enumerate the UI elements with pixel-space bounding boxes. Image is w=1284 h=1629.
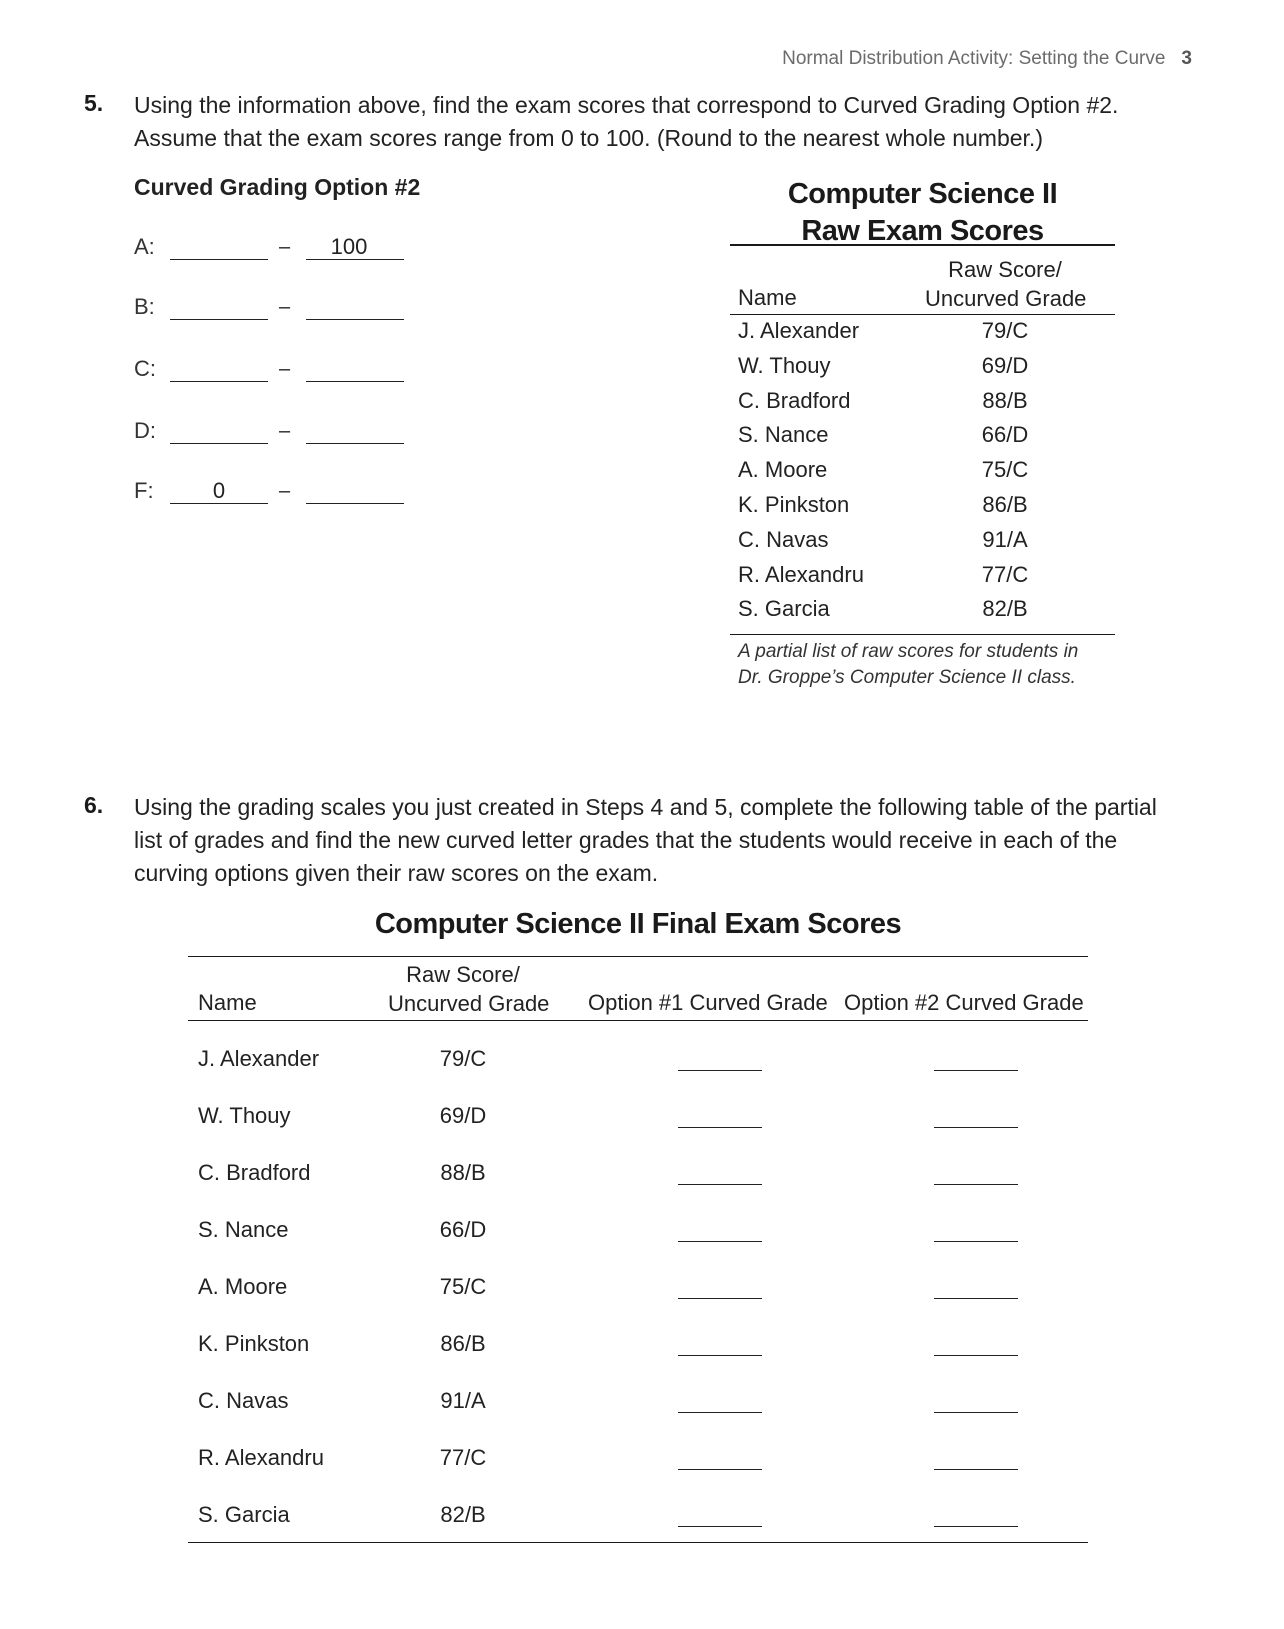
final-table-row <box>188 1160 1088 1200</box>
option-2-grade-blank[interactable] <box>934 1469 1018 1470</box>
grade-high-blank[interactable] <box>306 319 404 320</box>
grade-label: A: <box>134 234 155 259</box>
question-5-number: 5. <box>84 90 104 116</box>
raw-table-row <box>730 457 1115 491</box>
student-name: R. Alexandru <box>198 1445 324 1470</box>
grade-range-dash: – <box>279 358 291 380</box>
final-table-header-option-1: Option #1 Curved Grade <box>588 990 828 1015</box>
final-table-header-name: Name <box>198 990 257 1015</box>
student-name: S. Garcia <box>738 596 830 622</box>
raw-table-title-line-2: Raw Exam Scores <box>801 215 1044 247</box>
question-6-line-2: list of grades and find the new curved letter grades that the students would receive in each of the <box>134 827 1118 853</box>
student-name: J. Alexander <box>198 1046 320 1071</box>
header-title: Normal Distribution Activity: Setting the Curve <box>782 48 1166 69</box>
student-name: C. Bradford <box>198 1160 311 1185</box>
final-table-top-rule <box>188 956 1088 957</box>
question-6-line-3: curving options given their raw scores on the exam. <box>134 860 659 886</box>
grade-high-value: 100 <box>330 234 368 259</box>
grade-high-blank[interactable] <box>306 503 404 504</box>
grade-label: F: <box>134 478 154 503</box>
raw-score: 91/A <box>982 526 1028 552</box>
raw-table-title <box>730 176 1115 250</box>
student-name: W. Thouy <box>198 1103 291 1128</box>
grade-low-blank[interactable] <box>170 381 268 382</box>
raw-score: 88/B <box>982 387 1028 413</box>
grade-low-blank[interactable] <box>170 259 268 260</box>
raw-score: 86/B <box>440 1331 486 1356</box>
final-table-row <box>188 1388 1088 1428</box>
grade-high-blank[interactable] <box>306 443 404 444</box>
student-name: C. Navas <box>738 526 829 552</box>
student-name: K. Pinkston <box>198 1331 310 1356</box>
option-1-grade-blank[interactable] <box>678 1412 762 1413</box>
raw-score: 86/B <box>982 492 1028 517</box>
raw-table-header-score <box>925 255 1085 313</box>
grade-range-dash: – <box>279 420 291 442</box>
raw-table-caption-line-1: A partial list of raw scores for students in <box>738 641 1079 662</box>
final-table-row <box>188 1502 1088 1542</box>
final-table-header-score <box>388 960 550 1018</box>
final-table-bottom-rule <box>188 1542 1088 1543</box>
page-number: 3 <box>1181 48 1192 69</box>
raw-table-header-name: Name <box>738 285 797 310</box>
raw-table-row <box>730 422 1115 456</box>
raw-table-row <box>730 562 1115 596</box>
grade-high-blank[interactable] <box>306 381 404 382</box>
student-name: C. Navas <box>198 1388 289 1413</box>
option-1-grade-blank[interactable] <box>678 1070 762 1071</box>
final-table-header-score-line-1: Raw Score/ <box>406 962 520 987</box>
raw-score: 79/C <box>981 318 1029 343</box>
raw-score: 82/B <box>440 1502 486 1527</box>
raw-table-row <box>730 527 1115 561</box>
option-1-grade-blank[interactable] <box>678 1127 762 1128</box>
student-name: S. Nance <box>198 1217 289 1242</box>
raw-table-header-score-line-1: Raw Score/ <box>948 257 1062 282</box>
raw-table-row <box>730 492 1115 526</box>
option-2-grade-blank[interactable] <box>934 1412 1018 1413</box>
question-6-line-1: Using the grading scales you just created in Steps 4 and 5, complete the following table of the partial <box>134 794 1157 820</box>
student-name: K. Pinkston <box>738 492 850 517</box>
raw-score: 66/D <box>981 422 1029 448</box>
option-1-grade-blank[interactable] <box>678 1355 762 1356</box>
raw-table-header-score-line-2: Uncurved Grade <box>925 286 1087 311</box>
final-table-row <box>188 1274 1088 1314</box>
final-table-row <box>188 1445 1088 1485</box>
curved-option-2-title: Curved Grading Option #2 <box>134 174 421 200</box>
raw-score: 91/A <box>440 1388 486 1413</box>
option-2-grade-blank[interactable] <box>934 1298 1018 1299</box>
question-6-number: 6. <box>84 792 104 818</box>
option-1-grade-blank[interactable] <box>678 1469 762 1470</box>
final-table-header-rule <box>188 1020 1088 1021</box>
grade-label: D: <box>134 418 156 443</box>
option-2-grade-blank[interactable] <box>934 1241 1018 1242</box>
raw-table-header-rule <box>730 314 1115 315</box>
grade-low-blank[interactable] <box>170 443 268 444</box>
grade-range-dash: – <box>279 480 291 502</box>
raw-score: 82/B <box>982 596 1028 622</box>
final-table-row <box>188 1046 1088 1086</box>
raw-table-caption <box>738 639 1078 691</box>
final-table-row <box>188 1103 1088 1143</box>
question-5-text <box>134 89 1118 155</box>
student-name: J. Alexander <box>738 318 860 343</box>
grade-low-value: 0 <box>212 478 226 503</box>
question-6-text <box>134 791 1157 890</box>
raw-score: 75/C <box>439 1274 487 1299</box>
question-5-line-1: Using the information above, find the exam scores that correspond to Curved Grading Option #2. <box>134 92 1119 118</box>
student-name: A. Moore <box>738 457 828 483</box>
grade-label: B: <box>134 294 155 319</box>
final-table-header-option-2: Option #2 Curved Grade <box>844 990 1084 1015</box>
option-1-grade-blank[interactable] <box>678 1184 762 1185</box>
raw-score: 66/D <box>439 1217 487 1242</box>
raw-score: 88/B <box>440 1160 486 1185</box>
raw-score: 77/C <box>439 1445 487 1470</box>
raw-score: 69/D <box>439 1103 487 1128</box>
student-name: S. Nance <box>738 422 829 448</box>
grade-range-dash: – <box>279 296 291 318</box>
raw-score: 69/D <box>981 352 1029 378</box>
option-1-grade-blank[interactable] <box>678 1298 762 1299</box>
option-1-grade-blank[interactable] <box>678 1526 762 1527</box>
final-table-row <box>188 1217 1088 1257</box>
raw-table-top-rule <box>730 244 1115 246</box>
raw-table-row <box>730 353 1115 387</box>
raw-table-title-line-1: Computer Science II <box>787 178 1058 210</box>
student-name: S. Garcia <box>198 1502 290 1527</box>
student-name: R. Alexandru <box>738 561 864 587</box>
final-table-header-score-line-2: Uncurved Grade <box>388 991 550 1016</box>
option-2-grade-blank[interactable] <box>934 1355 1018 1356</box>
raw-table-row <box>730 318 1115 352</box>
page-header <box>782 48 1192 70</box>
student-name: C. Bradford <box>738 387 851 413</box>
option-1-grade-blank[interactable] <box>678 1241 762 1242</box>
final-table-row <box>188 1331 1088 1371</box>
grade-low-blank[interactable] <box>170 319 268 320</box>
option-2-grade-blank[interactable] <box>934 1127 1018 1128</box>
option-2-grade-blank[interactable] <box>934 1526 1018 1527</box>
raw-table-caption-line-2: Dr. Groppe’s Computer Science II class. <box>738 667 1076 688</box>
grade-label: C: <box>134 356 156 381</box>
raw-table-row <box>730 596 1115 630</box>
student-name: A. Moore <box>198 1274 288 1299</box>
raw-score: 75/C <box>981 457 1029 483</box>
student-name: W. Thouy <box>738 352 831 378</box>
raw-score: 77/C <box>981 561 1029 587</box>
raw-table-bottom-rule <box>730 634 1115 635</box>
question-5-line-2: Assume that the exam scores range from 0 to 100. (Round to the nearest whole number.) <box>134 125 1043 151</box>
option-2-grade-blank[interactable] <box>934 1184 1018 1185</box>
final-table-title: Computer Science II Final Exam Scores <box>374 908 902 940</box>
grade-range-dash: – <box>279 236 291 258</box>
option-2-grade-blank[interactable] <box>934 1070 1018 1071</box>
raw-score: 79/C <box>439 1046 487 1071</box>
raw-table-row <box>730 388 1115 422</box>
